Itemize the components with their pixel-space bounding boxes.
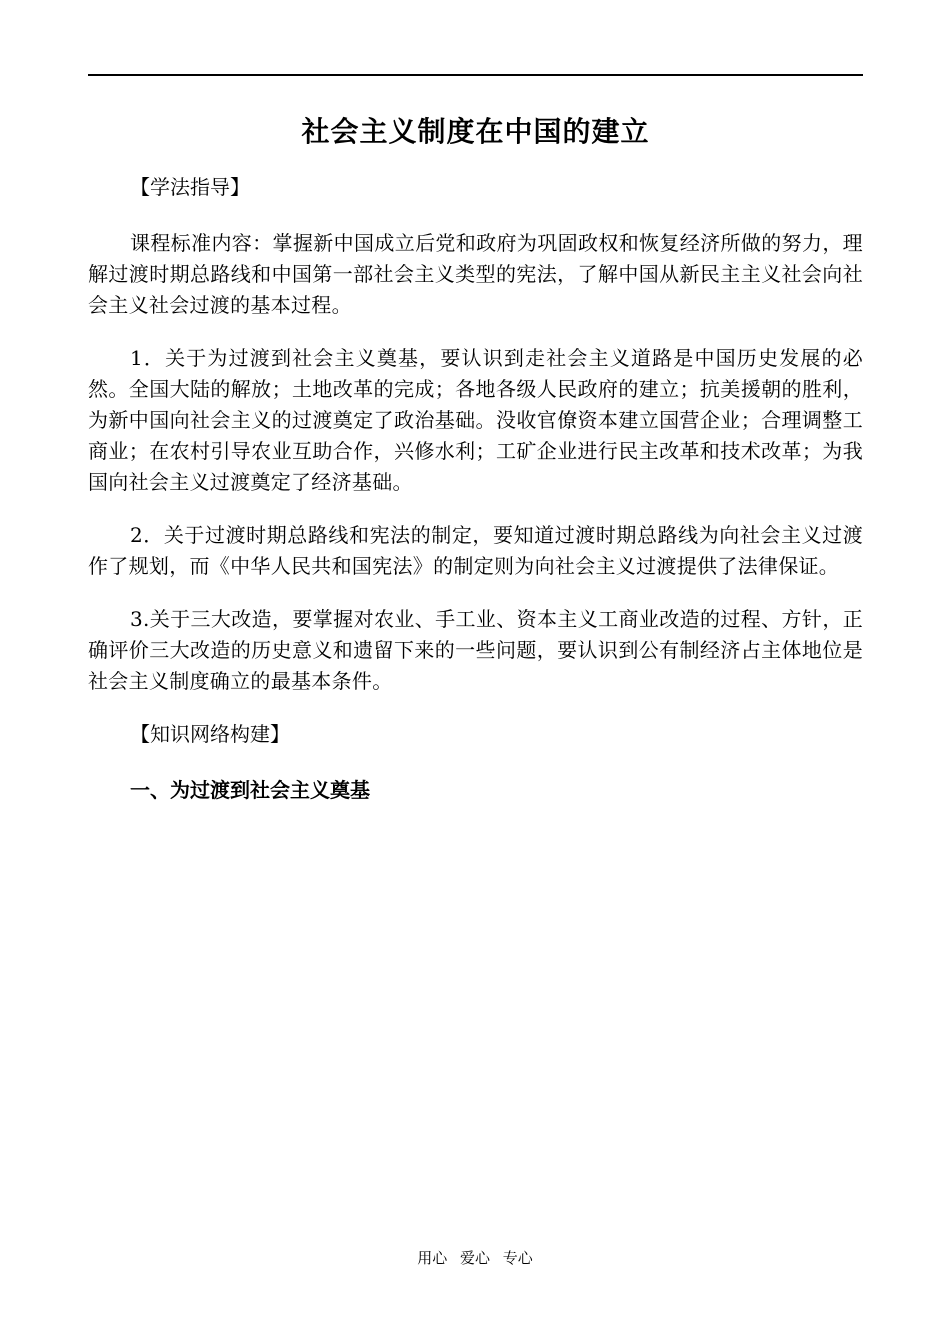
subheading-1: 一、为过渡到社会主义奠基 — [130, 778, 370, 802]
section-label-knowledge-network: 【知识网络构建】 — [130, 722, 290, 746]
document-body — [88, 112, 863, 805]
document-title: 社会主义制度在中国的建立 — [301, 115, 650, 148]
section-label-study-guide: 【学法指导】 — [130, 175, 250, 199]
page-footer — [0, 1248, 950, 1268]
footer-text-2: 爱心 — [459, 1249, 490, 1267]
footer-text-1: 用心 — [417, 1249, 448, 1267]
footer-text-3: 专心 — [502, 1249, 533, 1267]
paragraph-point-2: 2．关于过渡时期总路线和宪法的制定，要知道过渡时期总路线为向社会主义过渡作了规划，而《中华人民共和国宪法》的制定则为向社会主义过渡提供了法律保证。 — [88, 523, 863, 578]
paragraph-point-3: 3.关于三大改造，要掌握对农业、手工业、资本主义工商业改造的过程、方针，正确评价三大改造的历史意义和遗留下来的一些问题，要认识到公有制经济占主体地位是社会主义制度确立的最基本条件。 — [88, 607, 863, 693]
header-rule — [88, 74, 863, 76]
paragraph-point-1: 1．关于为过渡到社会主义奠基，要认识到走社会主义道路是中国历史发展的必然。全国大陆的解放；土地改革的完成；各地各级人民政府的建立；抗美援朝的胜利，为新中国向社会主义的过渡奠定了政治基础。没收官僚资本建立国营企业；合理调整工商业；在农村引导农业互助合作，兴修水利；工矿企业进行民主改革和技术改革；为我国向社会主义过渡奠定了经济基础。 — [88, 346, 863, 494]
paragraph-intro: 课程标准内容：掌握新中国成立后党和政府为巩固政权和恢复经济所做的努力，理解过渡时期总路线和中国第一部社会主义类型的宪法，了解中国从新民主主义社会向社会主义社会过渡的基本过程。 — [88, 231, 863, 317]
